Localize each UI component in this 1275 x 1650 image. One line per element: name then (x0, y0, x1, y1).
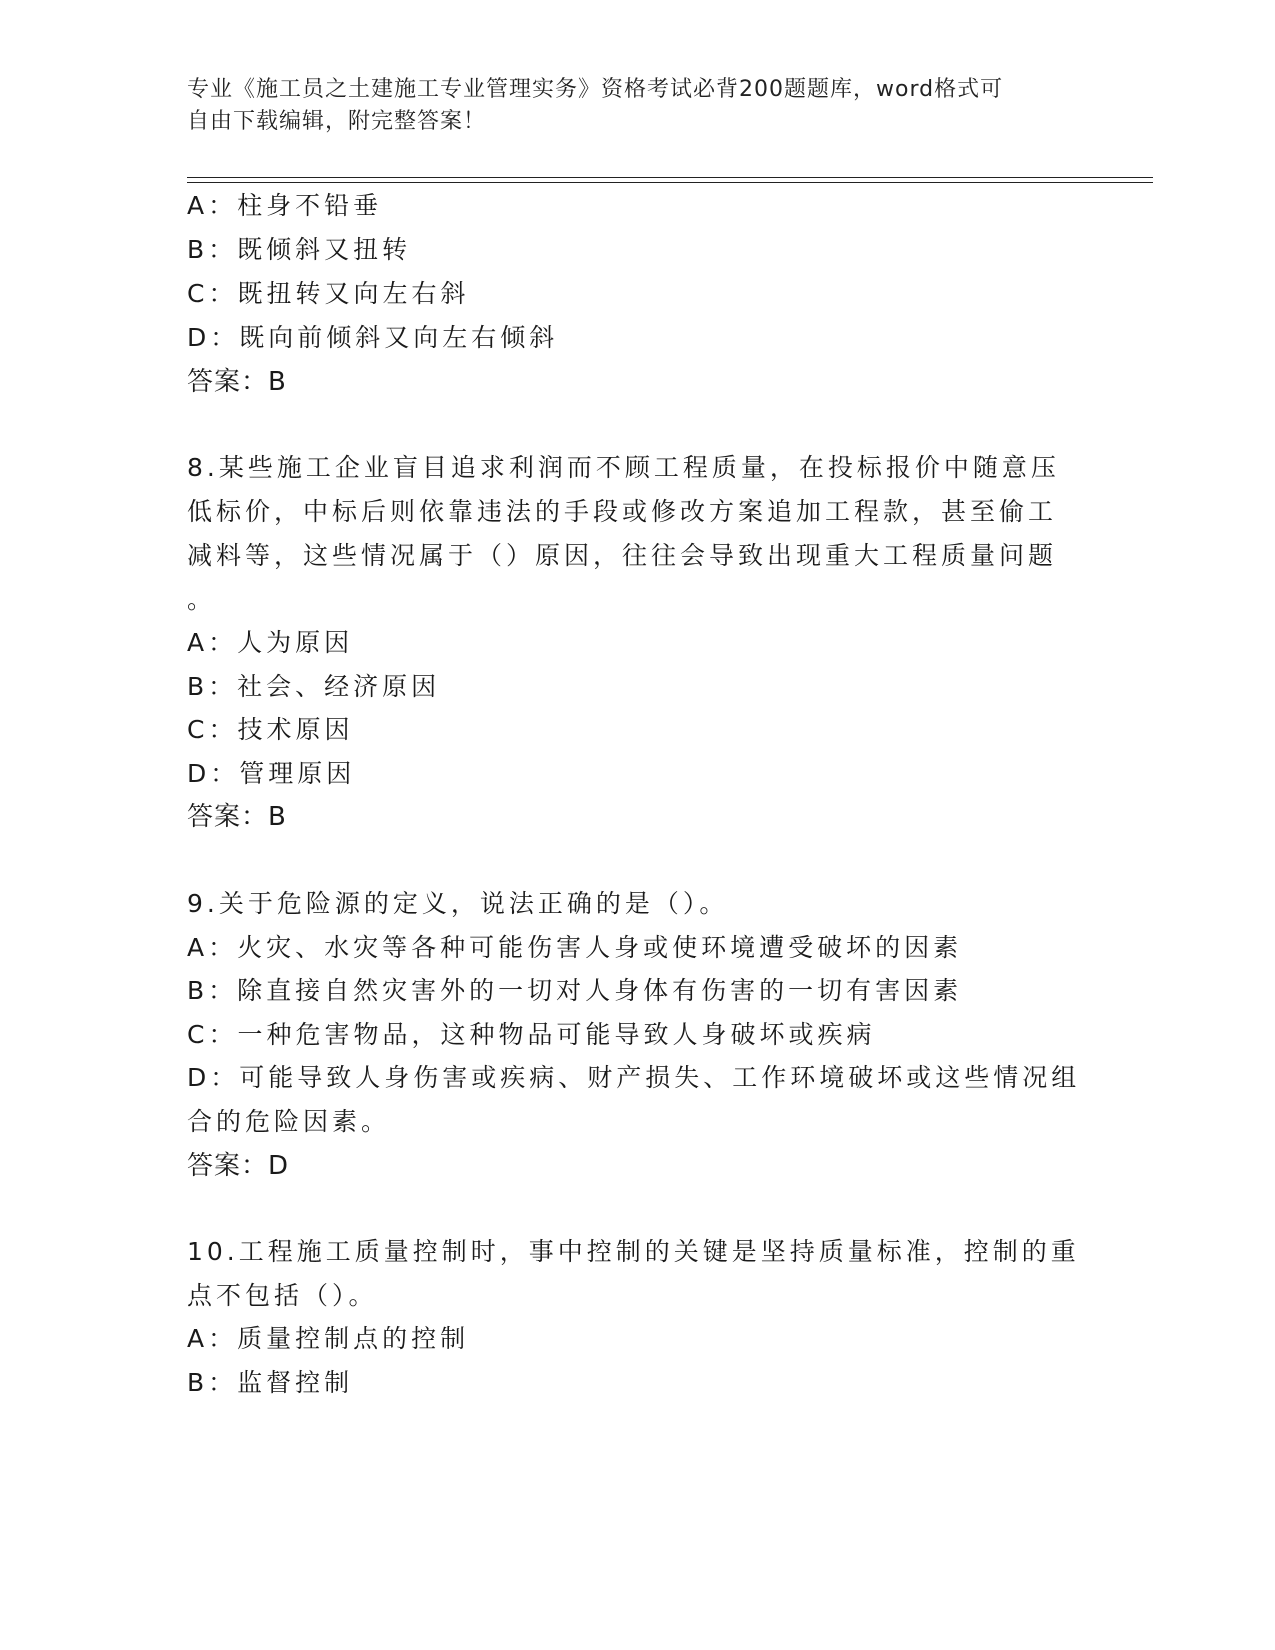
q10-option-a: A：质量控制点的控制 (187, 1324, 470, 1353)
q7-option-c: C：既扭转又向左右斜 (187, 279, 470, 308)
q8-option-d: D：管理原因 (187, 759, 356, 788)
q7-answer: 答案：B (187, 367, 287, 397)
q8-option-b: B：社会、经济原因 (187, 672, 441, 701)
q7-option-a: A：柱身不铅垂 (187, 191, 383, 220)
q9-option-a: A：火灾、水灾等各种可能伤害人身或使环境遭受破坏的因素 (187, 933, 963, 962)
q7-option-d: D：既向前倾斜又向左右倾斜 (187, 323, 559, 352)
q9-option-d-line-2: 合的危险因素。 (187, 1107, 391, 1136)
q8-option-c: C：技术原因 (187, 715, 354, 744)
q9-answer: 答案：D (187, 1151, 290, 1181)
header-rule-bottom (187, 182, 1153, 183)
q9-option-d-line-1: D：可能导致人身伤害或疾病、财产损失、工作环境破坏或这些情况组 (187, 1063, 1081, 1092)
header-line-2: 自由下载编辑，附完整答案！ (187, 109, 487, 134)
q8-stem-line-1: 8.某些施工企业盲目追求利润而不顾工程质量，在投标报价中随意压 (187, 453, 1060, 482)
header-rule-top (187, 177, 1153, 178)
q9-option-b: B：除直接自然灾害外的一切对人身体有伤害的一切有害因素 (187, 976, 963, 1005)
q8-stem-line-3: 减料等，这些情况属于（）原因，往往会导致出现重大工程质量问题 (187, 541, 1058, 570)
q8-answer: 答案：B (187, 802, 287, 832)
q10-option-b: B：监督控制 (187, 1368, 354, 1397)
q8-option-a: A：人为原因 (187, 628, 354, 657)
q7-option-b: B：既倾斜又扭转 (187, 235, 412, 264)
document-header (187, 74, 1067, 138)
q10-stem-line-1: 10.工程施工质量控制时，事中控制的关键是坚持质量标准，控制的重 (187, 1237, 1080, 1266)
q9-stem-line-1: 9.关于危险源的定义，说法正确的是（）。 (187, 889, 729, 918)
q10-stem-line-2: 点不包括（）。 (187, 1281, 378, 1310)
q8-stem-line-4: 。 (187, 585, 217, 614)
header-line-1: 专业《施工员之土建施工专业管理实务》资格考试必背200题题库，word格式可 (187, 77, 1004, 102)
q8-stem-line-2: 低标价，中标后则依靠违法的手段或修改方案追加工程款，甚至偷工 (187, 497, 1058, 526)
q9-option-c: C：一种危害物品，这种物品可能导致人身破坏或疾病 (187, 1020, 876, 1049)
